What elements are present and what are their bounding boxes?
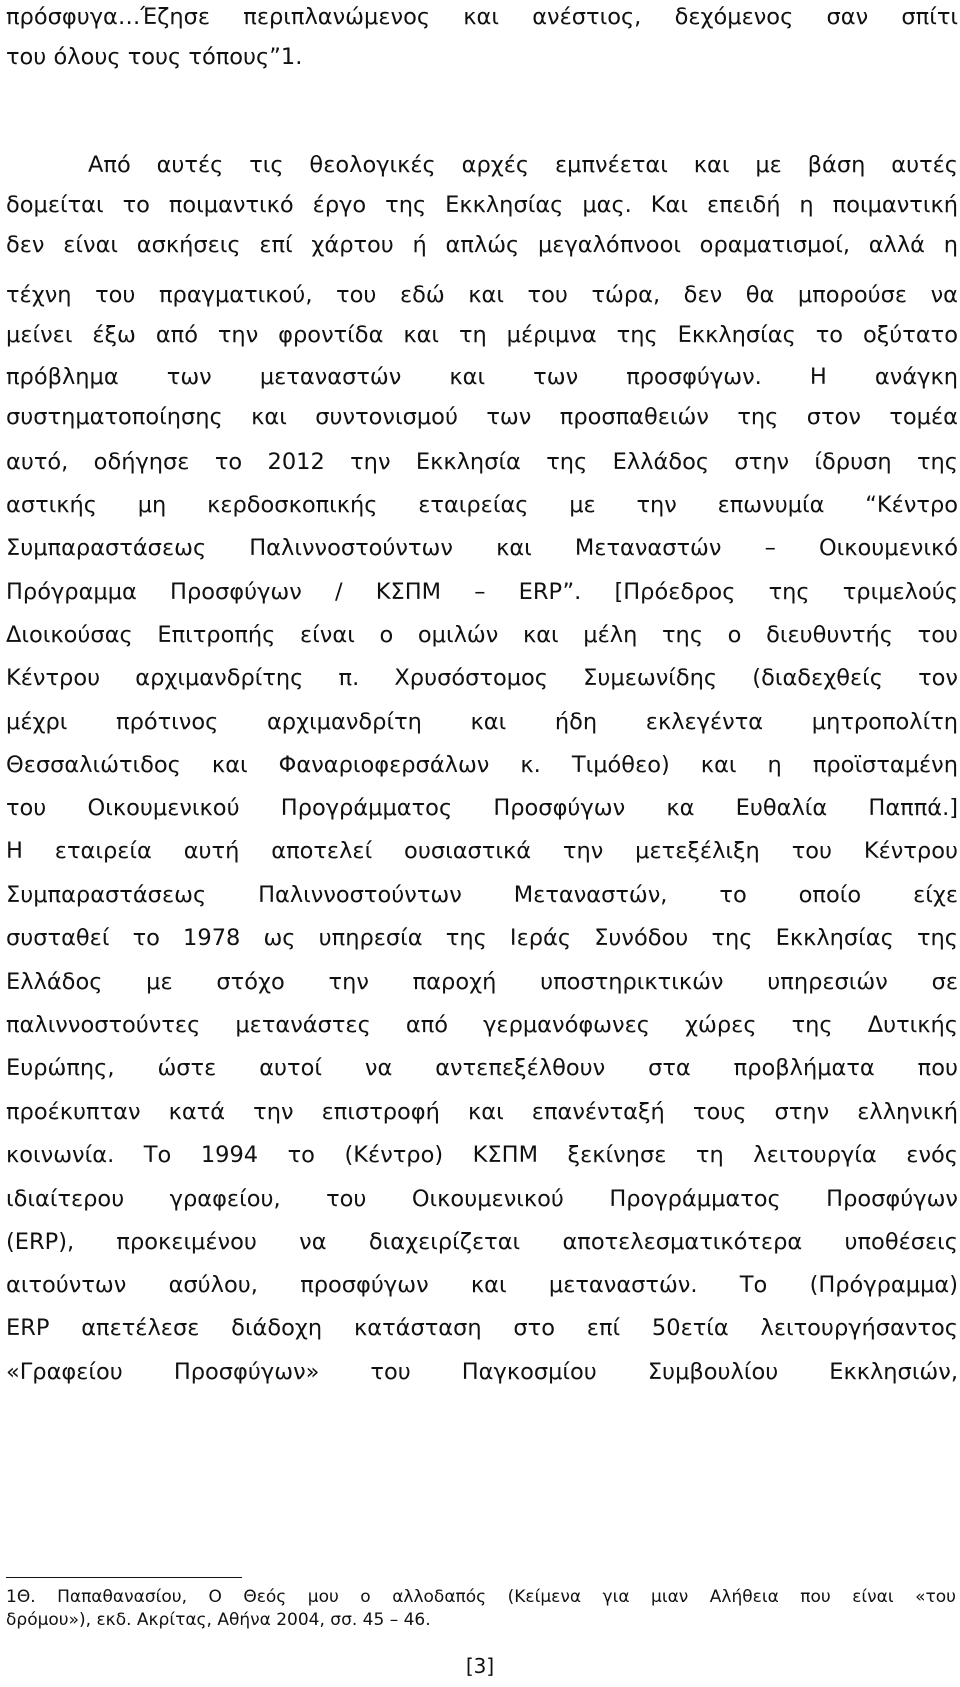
page-number: [3] (465, 1654, 495, 1678)
footnote-line: 1Θ. Παπαθανασίου, Ο Θεός μου ο αλλοδαπός (Κείμενα για μιαν Αλήθεια που είναι «του (6, 1587, 956, 1607)
body-line: (ERP), προκειμένου να διαχειρίζεται αποτελεσματικότερα υποθέσεις (6, 1229, 958, 1255)
body-line: Κέντρου αρχιμανδρίτης π. Χρυσόστομος Συμεωνίδης (διαδεχθείς τον (6, 665, 958, 691)
body-line: του όλους τους τόπους”1. (6, 44, 303, 70)
body-line: παλιννοστούντες μετανάστες από γερμανόφωνες χώρες της Δυτικής (6, 1012, 958, 1038)
body-line: συσταθεί το 1978 ως υπηρεσία της Ιεράς Συνόδου της Εκκλησίας της (6, 925, 958, 951)
body-line: Θεσσαλιώτιδος και Φαναριοφερσάλων κ. Τιμόθεο) και η προϊσταμένη (6, 752, 958, 778)
body-line: κοινωνία. Το 1994 το (Κέντρο) ΚΣΠΜ ξεκίνησε τη λειτουργία ενός (6, 1142, 958, 1168)
body-line: του Οικουμενικού Προγράμματος Προσφύγων κα Ευθαλία Παππά.] (6, 795, 958, 821)
body-line: Ευρώπης, ώστε αυτοί να αντεπεξέλθουν στα προβλήματα που (6, 1055, 958, 1081)
body-line: τέχνη του πραγματικού, του εδώ και του τώρα, δεν θα μπορούσε να (6, 282, 958, 308)
body-line: Πρόγραμμα Προσφύγων / ΚΣΠΜ – ERP”. [Πρόεδρος της τριμελούς (6, 579, 958, 605)
body-line: προέκυπταν κατά την επιστροφή και επανένταξή τους στην ελληνική (6, 1099, 958, 1125)
body-line: Συμπαραστάσεως Παλιννοστούντων Μεταναστών, το οποίο είχε (6, 882, 958, 908)
body-line: μείνει έξω από την φροντίδα και τη μέριμνα της Εκκλησίας το οξύτατο (6, 322, 958, 348)
body-line: Διοικούσας Επιτροπής είναι ο ομιλών και μέλη της ο διευθυντής του (6, 622, 958, 648)
body-line: αστικής μη κερδοσκοπικής εταιρείας με την επωνυμία “Κέντρο (6, 492, 958, 518)
body-line: «Γραφείου Προσφύγων» του Παγκοσμίου Συμβουλίου Εκκλησιών, (6, 1359, 958, 1385)
body-line: δομείται το ποιμαντικό έργο της Εκκλησίας μας. Και επειδή η ποιμαντική (6, 192, 958, 218)
body-line: Η εταιρεία αυτή αποτελεί ουσιαστικά την μετεξέλιξη του Κέντρου (6, 838, 958, 864)
paragraph-first-line: Από αυτές τις θεολογικές αρχές εμπνέεται και με βάση αυτές (88, 152, 958, 178)
body-line: δεν είναι ασκήσεις επί χάρτου ή απλώς μεγαλόπνοοι οραματισμοί, αλλά η (6, 232, 958, 258)
body-line: αυτό, οδήγησε το 2012 την Εκκλησία της Ελλάδος στην ίδρυση της (6, 449, 958, 475)
body-line: πρόβλημα των μεταναστών και των προσφύγων. Η ανάγκη (6, 364, 958, 390)
body-line: πρόσφυγα…Έζησε περιπλανώμενος και ανέστιος, δεχόμενος σαν σπίτι (6, 4, 958, 30)
body-line: ιδιαίτερου γραφείου, του Οικουμενικού Προγράμματος Προσφύγων (6, 1186, 958, 1212)
body-line: αιτούντων ασύλου, προσφύγων και μεταναστών. Το (Πρόγραμμα) (6, 1272, 958, 1298)
body-line: μέχρι πρότινος αρχιμανδρίτη και ήδη εκλεγέντα μητροπολίτη (6, 709, 958, 735)
body-line: Ελλάδος με στόχο την παροχή υποστηρικτικών υπηρεσιών σε (6, 969, 958, 995)
footnote-separator (6, 1577, 242, 1578)
body-line: συστηματοποίησης και συντονισμού των προσπαθειών της στον τομέα (6, 404, 958, 430)
body-line: Συμπαραστάσεως Παλιννοστούντων και Μεταναστών – Οικουμενικό (6, 535, 958, 561)
footnote-line: δρόμου»), εκδ. Ακρίτας, Αθήνα 2004, σσ. 45 – 46. (6, 1610, 431, 1630)
body-line: ΕRP απετέλεσε διάδοχη κατάσταση στο επί 50ετία λειτουργήσαντος (6, 1315, 958, 1341)
